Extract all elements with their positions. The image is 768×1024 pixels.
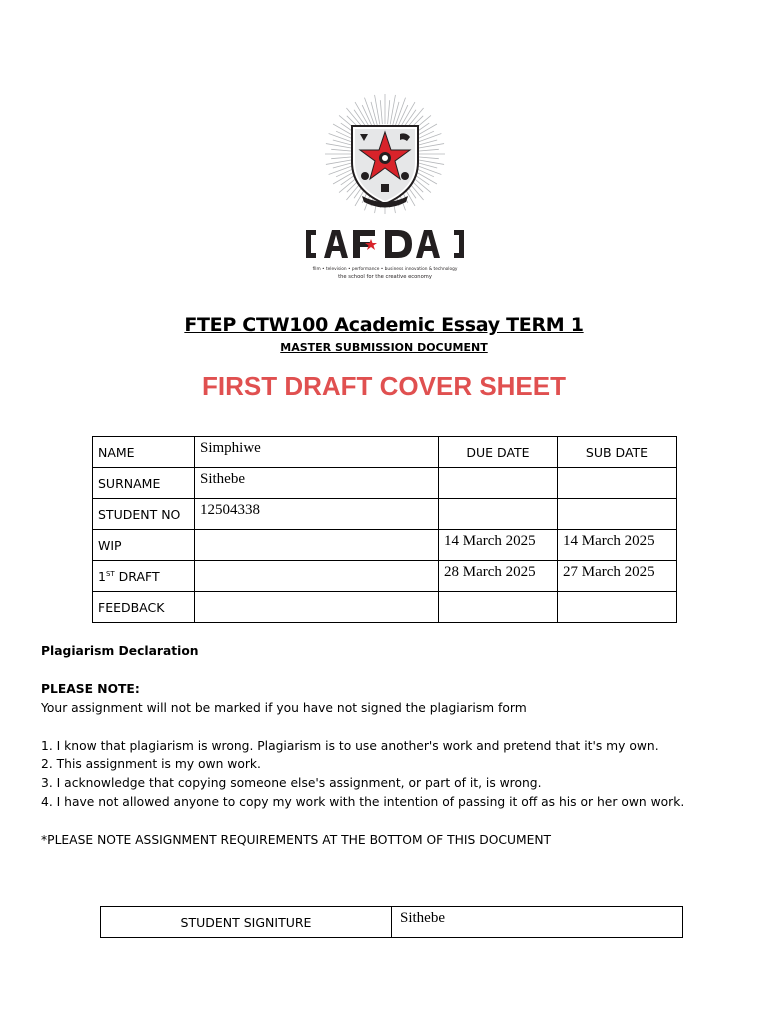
declaration-heading: Plagiarism Declaration (41, 644, 199, 658)
label-student-no: STUDENT NO (93, 499, 195, 530)
due-first-draft: 28 March 2025 (439, 561, 558, 592)
table-row (93, 499, 677, 530)
due-student-no (439, 499, 558, 530)
plagiarism-declaration (41, 642, 741, 850)
value-name: Simphiwe (195, 437, 439, 468)
table-row (93, 530, 677, 561)
afda-wordmark (300, 224, 470, 264)
value-feedback (195, 592, 439, 623)
first-draft-text: DRAFT (118, 568, 160, 584)
declaration-item: 3. I acknowledge that copying someone else's assignment, or part of it, is wrong. (41, 776, 542, 791)
table-row (93, 468, 677, 499)
value-surname: Sithebe (195, 468, 439, 499)
value-student-no: 12504338 (195, 499, 439, 530)
due-surname (439, 468, 558, 499)
declaration-item: 2. This assignment is my own work. (41, 757, 261, 772)
assignment-footnote: *PLEASE NOTE ASSIGNMENT REQUIREMENTS AT THE BOTTOM OF THIS DOCUMENT (41, 833, 552, 848)
sub-feedback (558, 592, 677, 623)
label-name: NAME (93, 437, 195, 468)
table-row (101, 907, 683, 938)
first-draft-sup: ST (105, 569, 115, 578)
cover-sheet-title: FIRST DRAFT COVER SHEET (201, 371, 566, 401)
logo-tagline-1: film • television • performance • business innovation & technology (312, 267, 458, 272)
sub-first-draft: 27 March 2025 (558, 561, 677, 592)
signature-label: STUDENT SIGNITURE (101, 907, 392, 938)
document-subtitle: MASTER SUBMISSION DOCUMENT (280, 341, 488, 354)
value-wip (195, 530, 439, 561)
sub-date-header: SUB DATE (558, 437, 677, 468)
table-row (93, 561, 677, 592)
due-wip: 14 March 2025 (439, 530, 558, 561)
document-title: FTEP CTW100 Academic Essay TERM 1 (184, 314, 584, 336)
label-feedback: FEEDBACK (93, 592, 195, 623)
label-first-draft (93, 561, 195, 592)
sub-wip: 14 March 2025 (558, 530, 677, 561)
first-draft-num: 1 (98, 568, 106, 584)
declaration-item: 1. I know that plagiarism is wrong. Plagiarism is to use another's work and pretend that it's my own. (41, 738, 659, 753)
note-text: Your assignment will not be marked if you have not signed the plagiarism form (41, 700, 527, 715)
afda-logo (300, 92, 470, 287)
label-wip: WIP (93, 530, 195, 561)
note-heading: PLEASE NOTE: (41, 681, 140, 696)
table-row (93, 437, 677, 468)
due-feedback (439, 592, 558, 623)
table-row (93, 592, 677, 623)
signature-value: Sithebe (392, 907, 683, 938)
sub-student-no (558, 499, 677, 530)
logo-tagline-2: the school for the creative economy (338, 274, 432, 280)
sub-surname (558, 468, 677, 499)
due-date-header: DUE DATE (439, 437, 558, 468)
student-info-table (92, 436, 677, 623)
declaration-item: 4. I have not allowed anyone to copy my work with the intention of passing it off as his or her own work. (41, 795, 685, 810)
value-first-draft (195, 561, 439, 592)
label-surname: SURNAME (93, 468, 195, 499)
signature-table (100, 906, 683, 938)
afda-wordmark-graphic (300, 224, 470, 264)
